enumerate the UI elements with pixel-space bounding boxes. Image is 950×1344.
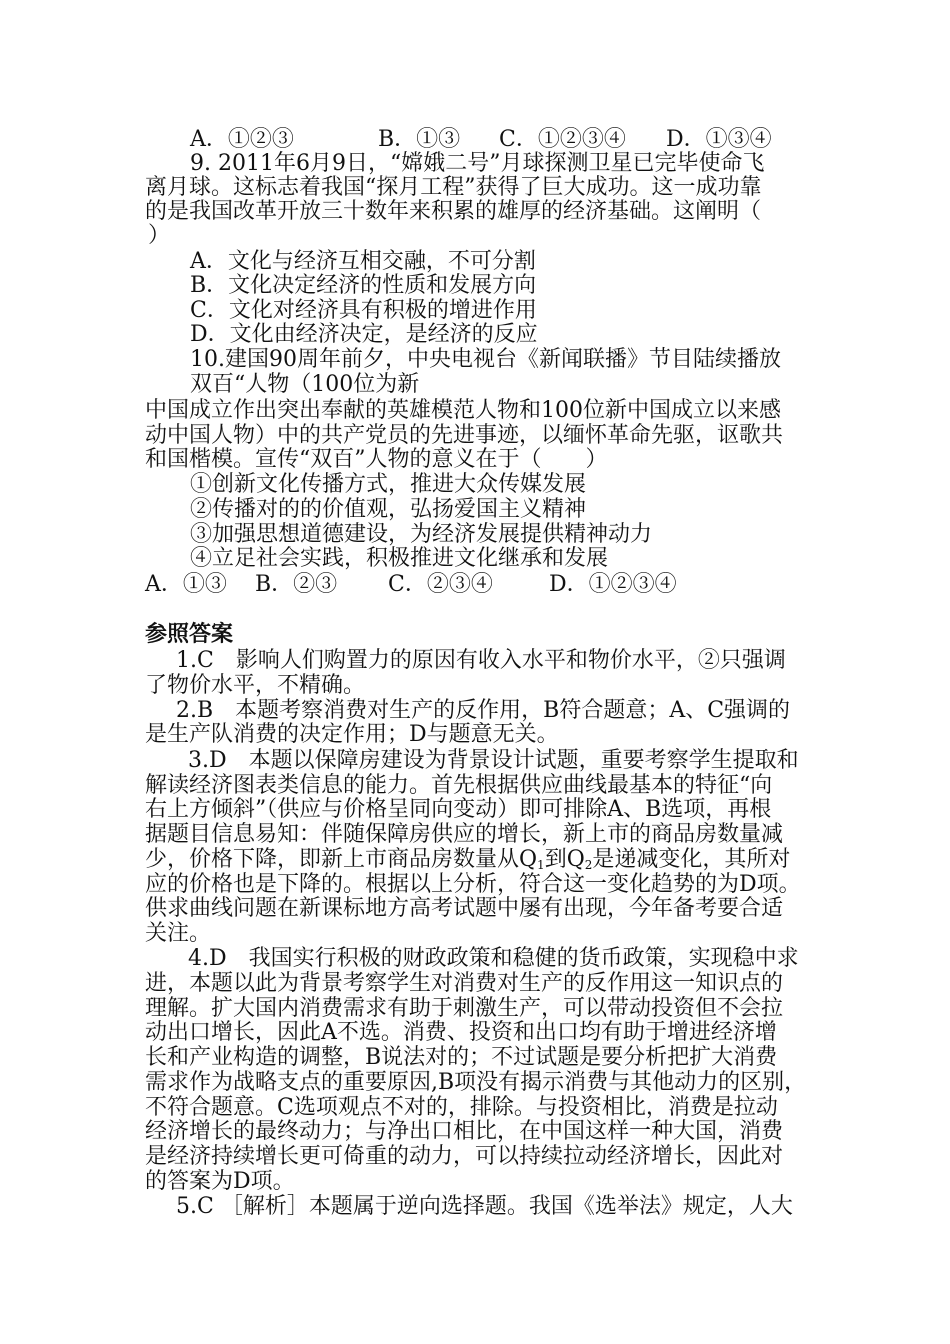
answer-4-line: 是经济持续增长更可倚重的动力，可以持续拉动经济增长，因此对	[145, 1144, 784, 1169]
q8-option-b: B．①③	[378, 127, 461, 152]
answer-3-quantity-text-1: 少，价格下降，即新上市商品房数量从Q	[145, 847, 538, 872]
answer-4-line: 经济增长的最终动力；与净出口相比，在中国这样一种大国，消费	[145, 1119, 784, 1144]
answers-heading: 参照答案	[145, 622, 234, 647]
q10-option-a: A．①③	[145, 572, 227, 597]
q10-item-4: ④立足社会实践，积极推进文化继承和发展	[190, 546, 609, 571]
answer-3-line: 解读经济图表类信息的能力。首先根据供应曲线最基本的特征“向	[145, 773, 773, 798]
q10-option-b: B．②③	[255, 572, 338, 597]
answer-4-line: 理解。扩大国内消费需求有助于刺激生产，可以带动投资但不会拉	[145, 996, 784, 1021]
answer-4-line: 需求作为战略支点的重要原因,B项没有揭示消费与其他动力的区别，	[145, 1070, 807, 1095]
q9-option-a: A．文化与经济互相交融，不可分割	[190, 249, 536, 274]
answer-3-quantity-text-3: 是递减变化，其所对	[592, 847, 791, 872]
q2-subscript: 2	[584, 858, 593, 872]
answer-4-line: 不符合题意。C选项观点不对的，排除。与投资相比，消费是拉动	[145, 1095, 778, 1120]
q8-option-c: C．①②③④	[499, 127, 626, 152]
q10-stem-line: 和国楷模。宣传“双百”人物的意义在于（ ）	[145, 447, 608, 472]
answer-3-line: 应的价格也是下降的。根据以上分析，符合这一变化趋势的为D项。	[145, 872, 801, 897]
q9-option-d: D．文化由经济决定，是经济的反应	[190, 322, 538, 347]
q10-item-1: ①创新文化传播方式，推进大众传媒发展	[190, 472, 587, 497]
answer-3-line: 3.D 本题以保障房建设为背景设计试题，重要考察学生提取和	[188, 748, 799, 773]
answer-3-line: 据题目信息易知：伴随保障房供应的增长，新上市的商品房数量减	[145, 822, 784, 847]
answer-3-line: 供求曲线问题在新课标地方高考试题中屡有出现，今年备考要合适	[145, 896, 784, 921]
q8-option-d: D．①③④	[666, 127, 772, 152]
answer-3-line: 右上方倾斜”（供应与价格呈同向变动）即可排除A、B选项，再根	[145, 797, 772, 822]
answer-4-line: 的答案为D项。	[145, 1169, 295, 1194]
answer-1-line: 1.C 影响人们购置力的原因有收入水平和物价水平，②只强调	[176, 648, 786, 673]
q9-option-c: C．文化对经济具有积极的增进作用	[190, 298, 537, 323]
q9-stem-line: 9. 2011年6月9日，“嫦娥二号”月球探测卫星已完毕使命飞	[190, 151, 765, 176]
q10-item-3: ③加强思想道德建设，为经济发展提供精神动力	[190, 522, 653, 547]
answer-3-quantity-text-2: 到Q	[544, 847, 585, 872]
answer-2-line: 是生产队消费的决定作用；D与题意无关。	[145, 722, 559, 747]
q9-stem-line: ）	[148, 223, 171, 248]
q9-stem-line: 的是我国改革开放三十数年来积累的雄厚的经济基础。这阐明（	[145, 199, 762, 224]
q9-option-b: B．文化决定经济的性质和发展方向	[190, 273, 537, 298]
answer-1-line: 了物价水平，不精确。	[145, 673, 366, 698]
answer-4-line: 进，本题以此为背景考察学生对消费对生产的反作用这一知识点的	[145, 971, 784, 996]
answer-5-line: 5.C ［解析］本题属于逆向选择题。我国《选举法》规定，人大	[176, 1194, 793, 1219]
q10-option-c: C．②③④	[388, 572, 493, 597]
answer-4-line: 长和产业构造的调整，B说法对的；不过试题是要分析把扩大消费	[145, 1045, 778, 1070]
q1-subscript: 1	[537, 858, 545, 872]
answer-3-line: 关注。	[145, 921, 212, 946]
q10-stem-line: 双百“人物（100位为新	[190, 372, 420, 397]
q9-stem-line: 离月球。这标志着我国“探月工程”获得了巨大成功。这一成功靠	[145, 175, 762, 200]
q10-item-2: ②传播对的的价值观，弘扬爱国主义精神	[190, 497, 587, 522]
answer-4-line: 4.D 我国实行积极的财政政策和稳健的货币政策，实现稳中求	[188, 946, 799, 971]
answer-4-line: 动出口增长，因此A不选。消费、投资和出口均有助于增进经济增	[145, 1020, 777, 1045]
q10-stem-line: 动中国人物）中的共产党员的先进事迹，以缅怀革命先驱，讴歌共	[145, 423, 784, 448]
q10-stem-line: 10.建国90周年前夕，中央电视台《新闻联播》节目陆续播放	[190, 347, 781, 372]
q10-option-d: D．①②③④	[549, 572, 677, 597]
q10-stem-line: 中国成立作出突出奉献的英雄模范人物和100位新中国成立以来感	[145, 398, 781, 423]
q8-option-a: A．①②③	[190, 127, 294, 152]
answer-2-line: 2.B 本题考察消费对生产的反作用，B符合题意；A、C强调的	[176, 698, 791, 723]
